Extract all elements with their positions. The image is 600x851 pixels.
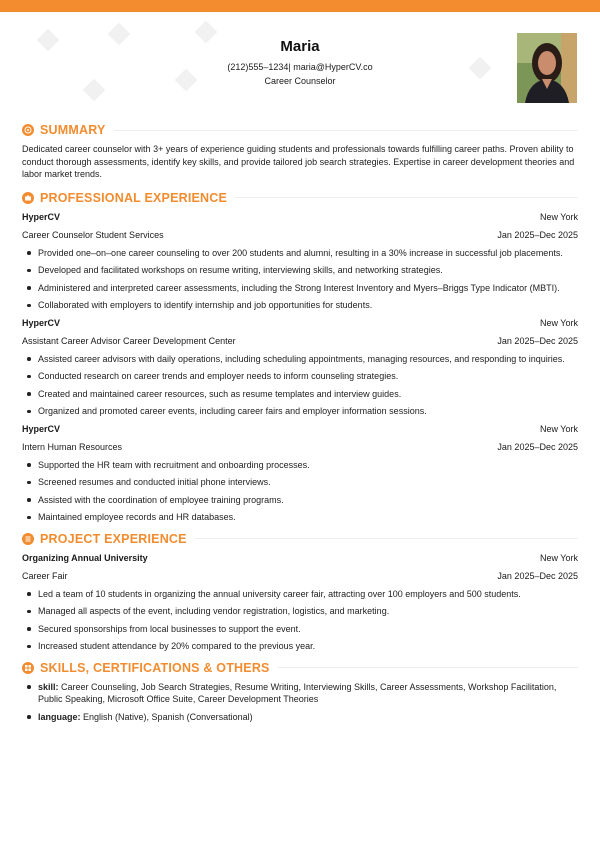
job-bullets bbox=[22, 459, 578, 524]
list-item: Organized and promoted career events, including career fairs and employer information sessions. bbox=[22, 405, 578, 418]
phone: (212)555–1234 bbox=[227, 62, 289, 72]
job-company-row bbox=[22, 317, 578, 329]
section-title: SUMMARY bbox=[40, 123, 106, 137]
list-item: Increased student attendance by 20% compared to the previous year. bbox=[22, 640, 578, 653]
resume-body bbox=[22, 121, 578, 729]
job-company: HyperCV bbox=[22, 423, 61, 434]
section-header bbox=[22, 189, 578, 207]
section-divider bbox=[278, 667, 578, 668]
job-role: Career Counselor Student Services bbox=[22, 229, 164, 240]
section-title: PROJECT EXPERIENCE bbox=[40, 531, 187, 546]
job-company: HyperCV bbox=[22, 317, 61, 328]
experience-section bbox=[22, 189, 578, 524]
job-role: Assistant Career Advisor Career Development Center bbox=[22, 335, 236, 346]
skill-value: Career Counseling, Job Search Strategies, Resume Writing, Interviewing Skills, Career Assessments, Workshop Facilitation, Public Speaking, Microsoft Office Suite, Career Development Theories bbox=[38, 681, 557, 704]
job-location: New York bbox=[539, 423, 578, 434]
job-company-row bbox=[22, 423, 578, 435]
briefcase-icon bbox=[22, 192, 34, 204]
project-dates: Jan 2025–Dec 2025 bbox=[497, 570, 578, 581]
project-entry bbox=[22, 552, 578, 653]
project-name-row bbox=[22, 552, 578, 564]
section-divider bbox=[235, 197, 578, 198]
job-role-row bbox=[22, 229, 578, 241]
project-location: New York bbox=[539, 552, 578, 563]
job-bullets bbox=[22, 247, 578, 312]
job-role-row bbox=[22, 335, 578, 347]
job-bullets bbox=[22, 353, 578, 418]
job-role: Intern Human Resources bbox=[22, 441, 123, 452]
job-entry bbox=[22, 317, 578, 418]
job-dates: Jan 2025–Dec 2025 bbox=[497, 229, 578, 240]
project-bullets bbox=[22, 588, 578, 653]
list-item: Assisted career advisors with daily operations, including scheduling appointments, managing resources, and responding to inquiries. bbox=[22, 353, 578, 366]
job-entry bbox=[22, 211, 578, 312]
contact-line bbox=[0, 61, 600, 73]
section-divider bbox=[195, 538, 578, 539]
section-header bbox=[22, 659, 578, 677]
target-icon bbox=[22, 124, 34, 136]
summary-section bbox=[22, 121, 578, 181]
grid-icon bbox=[22, 662, 34, 674]
job-company: HyperCV bbox=[22, 211, 61, 222]
profile-photo bbox=[517, 33, 577, 103]
job-location: New York bbox=[539, 317, 578, 328]
job-entry bbox=[22, 423, 578, 524]
section-divider bbox=[114, 130, 578, 131]
job-dates: Jan 2025–Dec 2025 bbox=[497, 335, 578, 346]
section-header bbox=[22, 121, 578, 139]
list-item: Developed and facilitated workshops on resume writing, interviewing skills, and networking strategies. bbox=[22, 264, 578, 277]
contact-separator: | bbox=[288, 62, 291, 72]
language-value: English (Native), Spanish (Conversational) bbox=[83, 711, 253, 722]
section-title: PROFESSIONAL EXPERIENCE bbox=[40, 190, 228, 205]
list-icon bbox=[22, 533, 34, 545]
skill-label: skill: bbox=[38, 681, 59, 692]
list-item: Assisted with the coordination of employee training programs. bbox=[22, 494, 578, 507]
list-item: Secured sponsorships from local businesses to support the event. bbox=[22, 623, 578, 636]
list-item: Conducted research on career trends and employer needs to inform counseling strategies. bbox=[22, 370, 578, 383]
job-company-row bbox=[22, 211, 578, 223]
job-dates: Jan 2025–Dec 2025 bbox=[497, 441, 578, 452]
resume-header bbox=[0, 38, 600, 87]
list-item bbox=[22, 711, 578, 724]
candidate-name: Maria bbox=[280, 38, 320, 55]
list-item: Provided one–on–one career counseling to over 200 students and alumni, resulting in a 30% increase in successful job placements. bbox=[22, 247, 578, 260]
section-title: SKILLS, CERTIFICATIONS & OTHERS bbox=[40, 660, 270, 675]
list-item: Screened resumes and conducted initial phone interviews. bbox=[22, 476, 578, 489]
top-accent-bar bbox=[0, 0, 600, 12]
email: maria@HyperCV.co bbox=[293, 62, 373, 72]
list-item: Administered and interpreted career assessments, including the Strong Interest Inventory and Myers–Briggs Type Indicator (MBTI). bbox=[22, 282, 578, 295]
job-role-row bbox=[22, 441, 578, 453]
project-role-row bbox=[22, 570, 578, 582]
job-title: Career Counselor bbox=[264, 76, 336, 86]
skills-list bbox=[22, 681, 578, 724]
project-name: Organizing Annual University bbox=[22, 552, 148, 563]
list-item bbox=[22, 681, 578, 706]
projects-section bbox=[22, 530, 578, 653]
language-label: language: bbox=[38, 711, 81, 722]
list-item: Supported the HR team with recruitment and onboarding processes. bbox=[22, 459, 578, 472]
list-item: Led a team of 10 students in organizing the annual university career fair, attracting over 100 employers and 500 students. bbox=[22, 588, 578, 601]
summary-text: Dedicated career counselor with 3+ years of experience guiding students and professionals towards fulfilling career paths. Proven ability to conduct thorough assessments, identify key skills, and provide tailored job search strategies. Expertise in career development theories and labor market trends. bbox=[22, 144, 575, 179]
skills-section bbox=[22, 659, 578, 724]
list-item: Maintained employee records and HR databases. bbox=[22, 511, 578, 524]
list-item: Managed all aspects of the event, including vendor registration, logistics, and marketing. bbox=[22, 605, 578, 618]
list-item: Created and maintained career resources, such as resume templates and interview guides. bbox=[22, 388, 578, 401]
project-role: Career Fair bbox=[22, 570, 68, 581]
list-item: Collaborated with employers to identify internship and job opportunities for students. bbox=[22, 299, 578, 312]
section-header bbox=[22, 530, 578, 548]
job-location: New York bbox=[539, 211, 578, 222]
